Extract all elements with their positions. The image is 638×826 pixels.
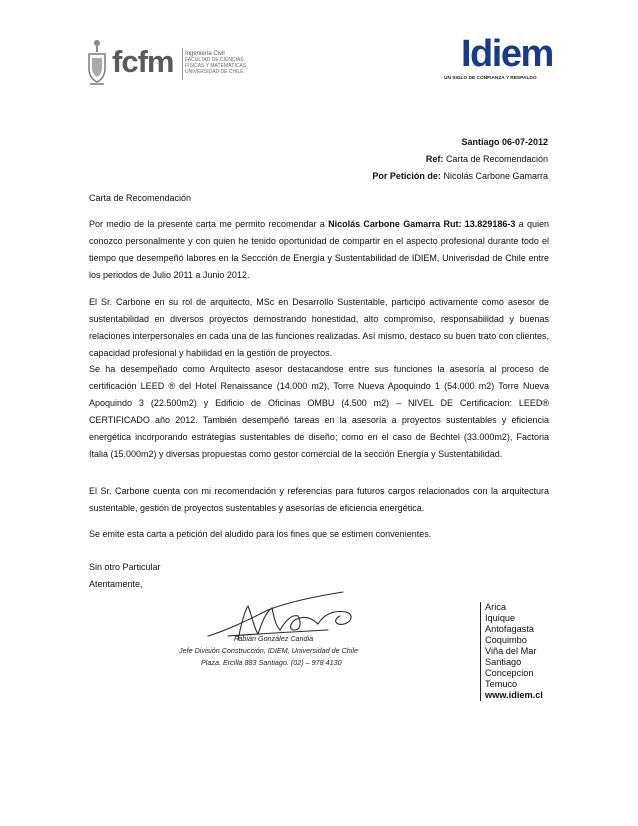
- signatory-role: Jefe División Construcción, IDIEM, Universidad de Chile: [179, 646, 358, 655]
- ref-value: Carta de Recomendación: [445, 154, 548, 164]
- letter-meta: [372, 134, 548, 185]
- fcfm-line: FACULTAD DE CIENCIAS: [185, 57, 244, 63]
- letter-request: [372, 168, 548, 185]
- office-city: Iquique: [485, 613, 516, 623]
- office-city: Coquimbo: [485, 635, 527, 645]
- fcfm-line: Ingeniería Civil: [185, 51, 225, 57]
- closing-line: Atentamente,: [89, 579, 143, 589]
- paragraph-introduction: [89, 216, 549, 284]
- office-city: Santiago: [485, 657, 522, 667]
- fcfm-logo: [86, 38, 246, 90]
- paragraph-text: a quien conozco personalmente y con quien he tenido oportunidad de compartir en el aspecto profesional durante todo el tiempo que desempeñó labores en la Seccción de Energía y Sustentabilidad de IDIEM, Univerisdad de Chile entre los periodos de Julio 2011 a Junio 2012.: [89, 219, 549, 280]
- fcfm-line: FÍSICAS Y MATEMÁTICAS: [185, 63, 247, 69]
- paragraph-recommendation: El Sr. Carbone cuenta con mi recomendación y referencias para futuros cargos relacionados con la arquitectura sustentable, gestión de proyectos sustentables y asesorías de eficiencia energética.: [89, 486, 549, 513]
- office-list: [480, 602, 543, 701]
- letter-date: Santiago 06-07-2012: [461, 137, 548, 147]
- fcfm-line: UNIVERSIDAD DE CHILE: [185, 69, 244, 75]
- paragraph-text: Por medio de la presente carta me permito recomendar a: [89, 219, 325, 229]
- letter-reference: [372, 151, 548, 168]
- office-city: Temuco: [485, 679, 518, 689]
- fcfm-wordmark: fcfm: [112, 44, 174, 79]
- closing-line: Sin otro Particular: [89, 562, 161, 572]
- paragraph-purpose: Se emite esta carta a petición del aludido para los fines que se estimen convenientes.: [89, 529, 432, 539]
- fcfm-divider: [182, 48, 183, 80]
- university-crest-icon: [86, 38, 108, 88]
- ref-label: Ref:: [425, 154, 444, 164]
- website-link[interactable]: www.idiem.cl: [485, 690, 543, 700]
- office-city: Concepcion: [485, 668, 534, 678]
- idiem-wordmark: Idiem: [461, 33, 553, 75]
- fcfm-faculty-lines: [185, 51, 255, 75]
- request-label: Por Petición de:: [372, 171, 441, 181]
- request-value: Nicolás Carbone Gamarra: [443, 171, 548, 181]
- office-city: Viña del Mar: [485, 646, 537, 656]
- closing: [89, 559, 549, 593]
- signatory-address: Plaza. Ercilla 883 Santiago. (02) – 978 4130: [201, 658, 342, 667]
- idiem-logo: [444, 33, 554, 86]
- signatory-name: Fabián González Candia: [234, 634, 314, 643]
- letter-subject: Carta de Recomendación: [89, 193, 192, 203]
- paragraph-performance: El Sr. Carbone en su rol de arquitecto, MSc en Desarrollo Sustentable, participó activamente como asesor de sustentabilidad en diversos proyectos demostrando honestidad, alto compromiso, responsabilidad y buenas relaciones interpersonales en cada una de las funciones realizadas. Así mismo, destaco su buen trato con clientes, capacidad profesional y habilidad en la gestión de proyectos.: [89, 297, 549, 358]
- idiem-tagline: UN SIGLO DE CONFIANZA Y RESPALDO: [444, 76, 537, 81]
- paragraph-projects: Se ha desempeñado como Arquitecto asesor destacandose entre sus funciones la asesoría al proceso de certificación LEED ® del Hotel Renaissance (14.000 m2), Torre Nueva Apoquindo 1 (54.000 m2) Torre Nueva Apoquindo 3 (22.500m2) y Edificio de Oficinas OMBU (4.500 m2) – NIVEL DE Certificacion: LEED® CERTIFICADO año 2012. También desempeñó tareas en la asesoría a proyectos sustentables y eficiencia energética incorporando estrátegias sustentables de diseño; como en el caso de Bechtel (33.000m2), Factoria Italia (15.000m2) y diversas propuestas como gestor comercial de la sección Energía y Sustentabilidad.: [89, 364, 549, 459]
- office-city: Arica: [485, 602, 506, 612]
- candidate-name: Nicolás Carbone Gamarra Rut: 13.829186-3: [328, 219, 516, 229]
- office-city: Antofagasta: [485, 624, 535, 634]
